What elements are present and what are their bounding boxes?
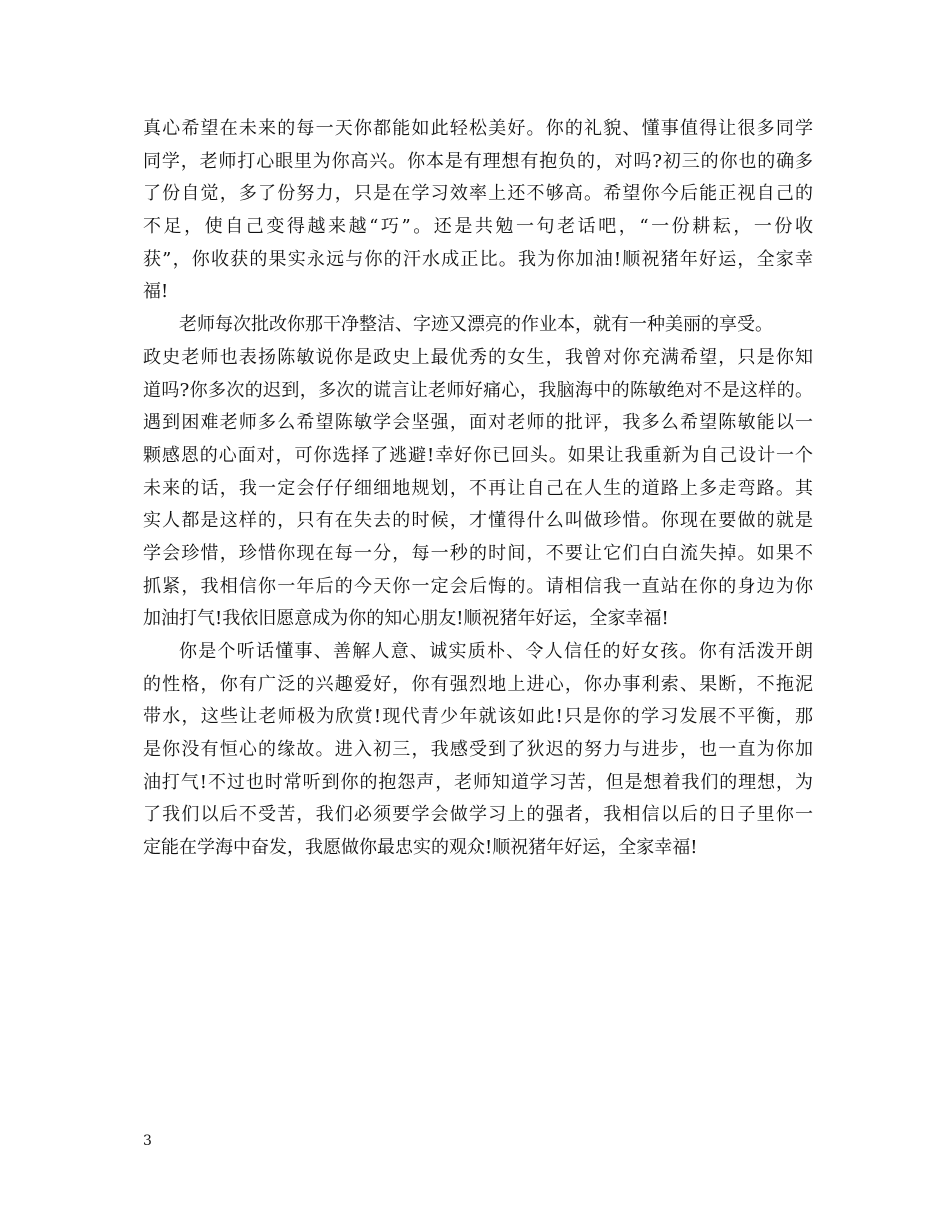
text-line: 的性格，你有广泛的兴趣爱好，你有强烈地上进心，你办事利索、果断，不拖泥 (143, 673, 813, 695)
paragraph-2 (143, 309, 813, 636)
text-line: 老师每次批改你那干净整洁、字迹又漂亮的作业本，就有一种美丽的享受。 (179, 314, 773, 336)
text-line: 了我们以后不受苦，我们必须要学会做学习上的强者，我相信以后的日子里你一 (143, 804, 813, 826)
text-line: 遇到困难老师多么希望陈敏学会坚强，面对老师的批评，我多么希望陈敏能以一 (143, 412, 813, 434)
text-line: 定能在学海中奋发，我愿做你最忠实的观众!顺祝猪年好运，全家幸福! (143, 837, 698, 859)
text-line: 带水，这些让老师极为欣赏!现代青少年就该如此!只是你的学习发展不平衡，那 (143, 706, 813, 728)
document-body (143, 113, 813, 865)
text-line: 颗感恩的心面对，可你选择了逃避!幸好你已回头。如果让我重新为自己设计一个 (143, 444, 813, 466)
text-line: 道吗?你多次的迟到，多次的谎言让老师好痛心，我脑海中的陈敏绝对不是这样的。 (143, 379, 813, 401)
text-line: 实人都是这样的，只有在失去的时候，才懂得什么叫做珍惜。你现在要做的就是 (143, 510, 813, 532)
page-number: 3 (143, 1133, 152, 1149)
text-line: 了份自觉，多了份努力，只是在学习效率上还不够高。希望你今后能正视自己的 (143, 183, 813, 205)
text-line: 同学，老师打心眼里为你高兴。你本是有理想有抱负的，对吗?初三的你也的确多 (143, 150, 813, 172)
text-line: 不足，使自己变得越来越“巧”。还是共勉一句老话吧，“一份耕耘，一份收 (143, 216, 813, 238)
paragraph-3 (143, 636, 813, 865)
text-line: 是你没有恒心的缘故。进入初三，我感受到了狄迟的努力与进步，也一直为你加 (143, 739, 813, 761)
text-line: 政史老师也表扬陈敏说你是政史上最优秀的女生，我曾对你充满希望，只是你知 (143, 346, 813, 368)
text-line: 抓紧，我相信你一年后的今天你一定会后悔的。请相信我一直站在你的身边为你 (143, 575, 813, 597)
text-line: 真心希望在未来的每一天你都能如此轻松美好。你的礼貌、懂事值得让很多同学 (143, 118, 813, 139)
text-line: 福! (143, 281, 169, 303)
text-line: 获”，你收获的果实永远与你的汗水成正比。我为你加油!顺祝猪年好运，全家幸 (143, 248, 813, 270)
text-line: 未来的话，我一定会仔仔细细地规划，不再让自己在人生的道路上多走弯路。其 (143, 477, 813, 499)
text-line: 你是个听话懂事、善解人意、诚实质朴、令人信任的好女孩。你有活泼开朗 (179, 641, 813, 662)
text-line: 油打气!不过也时常听到你的抱怨声，老师知道学习苦，但是想着我们的理想，为 (143, 771, 813, 793)
paragraph-1 (143, 113, 813, 309)
text-line: 加油打气!我依旧愿意成为你的知心朋友!顺祝猪年好运，全家幸福! (143, 608, 669, 630)
text-line: 学会珍惜，珍惜你现在每一分，每一秒的时间，不要让它们白白流失掉。如果不 (143, 542, 813, 564)
